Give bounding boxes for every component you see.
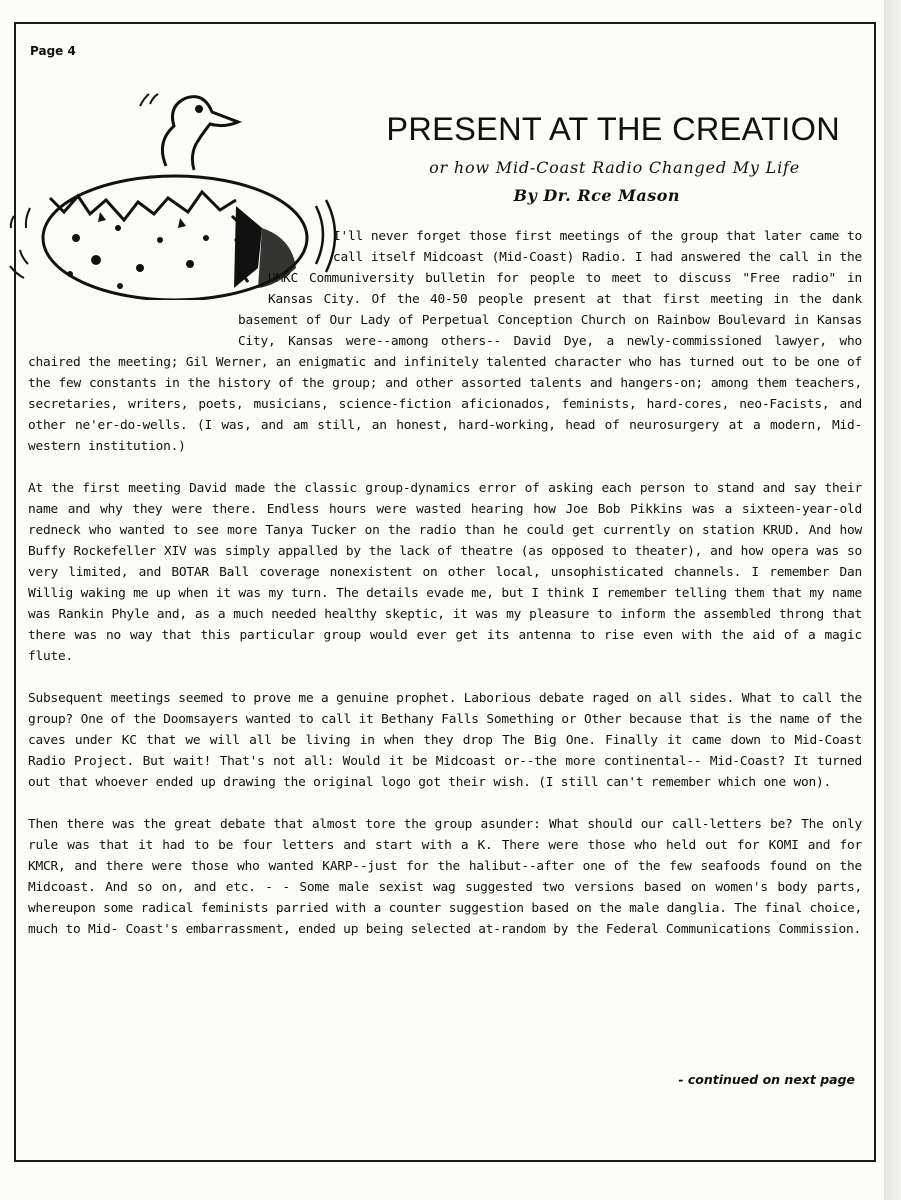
paragraph-1: I'll never forget those first meetings of the group that later came to call itself Midcoast (Mid-Coast) Radio. I had answered the call in the UMKC Communiversity bulletin for people to meet to discuss "Free radio" in Kansas City. Of the 40-50 people present at that first meeting in the dank basement of Our Lady of Perpetual Conception Church on Rainbow Boulevard in Kansas City, Kansas were--among others-- David Dye, a newly-commissioned lawyer, who chaired the meeting; Gil Werner, an enigmatic and infinitely talented character who has turned out to be one of the few constants in the history of the group; and other assorted talents and hangers-on; among them teachers, secretaries, writers, poets, musicians, science-fiction aficionados, feminists, hard-cores, neo-Facists, and other ne'er-do-wells. (I was, and am still, an honest, hard-working, head of neurosurgery at a modern, Mid-western institution.) <box>28 229 862 454</box>
article-body <box>28 226 862 961</box>
paragraph-4: Then there was the great debate that almost tore the group asunder: What should our call-letters be? The only rule was that it had to be four letters and start with a K. There were those who held out for KOMI and for KMCR, and there were those who wanted KARP--just for the halibut--after one of the few seafoods found on the Midcoast. And so on, and etc. - - Some male sexist wag suggested two versions based on women's body parts, whereupon some radical feminists parried with a counter suggestion based on the male danglia. The final choice, much to Mid- Coast's embarrassment, ended up being selected at-random by the Federal Communications Commission. <box>28 817 862 937</box>
article-title: PRESENT AT THE CREATION <box>386 111 840 147</box>
article-subtitle: or how Mid-Coast Radio Changed My Life <box>429 158 800 177</box>
page-edge <box>884 0 901 1200</box>
paragraph-3: Subsequent meetings seemed to prove me a genuine prophet. Laborious debate raged on all sides. What to call the group? One of the Doomsayers wanted to call it Bethany Falls Something or Other because that is the name of the caves under KC that we will all be living in when they drop The Big One. Finally it came down to Mid-Coast Radio Project. But wait! That's not all: Would it be Midcoast or--the more continental-- Mid-Coast? It turned out that whoever ended up drawing the original logo got their wish. (I still can't remember which one won). <box>28 691 862 790</box>
article-byline: By Dr. Rce Mason <box>513 186 680 205</box>
paragraph-2: At the first meeting David made the classic group-dynamics error of asking each person to stand and say their name and why they were there. Endless hours were wasted hearing how Joe Bob Pikkins was a sixteen-year-old redneck who wanted to see more Tanya Tucker on the radio than he could get currently on station KRUD. And how Buffy Rockefeller XIV was simply appalled by the lack of theatre (as opposed to theater), and how opera was so very limited, and BOTAR Ball coverage nonexistent on other local, unsophisticated channels. I remember Dan Willig waking me up when it was my turn. The details evade me, but I think I remember telling them that my name was Rankin Phyle and, as a much needed healthy skeptic, it was my pleasure to inform the assembled throng that there was no way that this particular group would ever get its antenna to rise even with the aid of a magic flute. <box>28 481 862 664</box>
page-number: Page 4 <box>30 44 76 58</box>
continued-note: - continued on next page <box>678 1072 855 1087</box>
